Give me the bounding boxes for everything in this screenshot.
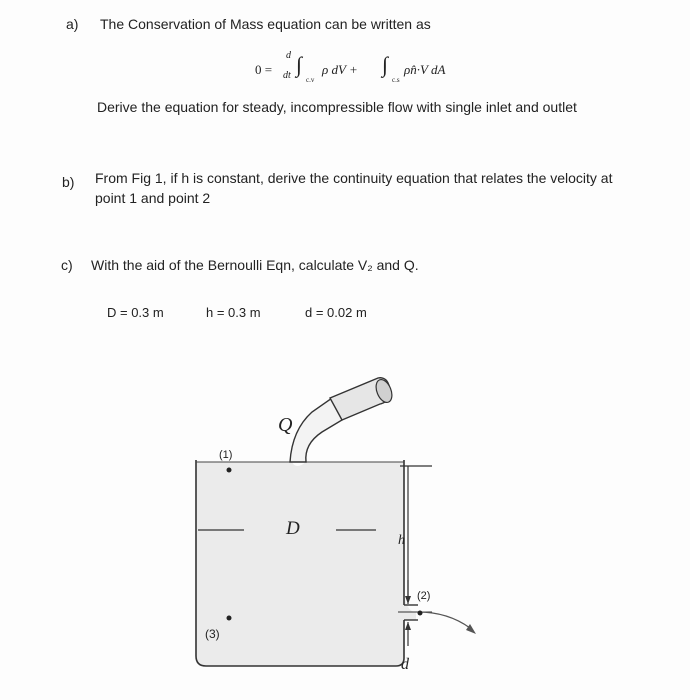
eq-int1-sub: c.v <box>306 76 315 84</box>
integral-sign-2: ∫ <box>382 52 389 77</box>
label-h: h <box>398 533 405 548</box>
point-2-dot <box>418 611 423 616</box>
integral-sign-1: ∫ <box>296 52 303 77</box>
siphon-pipe <box>290 398 342 462</box>
eq-int2-sub: c.s <box>392 76 400 84</box>
eq-term1: ρ dV + <box>322 62 358 77</box>
outlet-jet <box>418 612 470 628</box>
label-Q: Q <box>278 414 293 436</box>
value-d: d = 0.02 m <box>305 305 367 320</box>
value-D: D = 0.3 m <box>107 305 164 320</box>
eq-d-num: d <box>286 50 291 61</box>
part-c-text: With the aid of the Bernoulli Eqn, calculate V₂ and Q. <box>91 257 419 273</box>
part-c-label: c) <box>61 257 73 273</box>
water-fill <box>196 462 416 666</box>
eq-d-den: dt <box>283 70 291 81</box>
point-1-dot <box>227 468 232 473</box>
eq-term2: ρn̂·V dA <box>404 62 446 77</box>
part-a-text: The Conservation of Mass equation can be written as <box>100 16 431 32</box>
label-D: D <box>286 518 300 539</box>
label-point-1: (1) <box>219 449 233 461</box>
label-point-2: (2) <box>417 590 431 602</box>
eq-lhs: 0 = <box>255 62 273 77</box>
part-a-label: a) <box>66 16 79 32</box>
label-point-3: (3) <box>205 627 220 641</box>
part-b-line1: From Fig 1, if h is constant, derive the continuity equation that relates the velocity at <box>95 170 613 186</box>
point-3-dot <box>227 616 232 621</box>
value-h: h = 0.3 m <box>206 305 261 320</box>
part-b-label: b) <box>62 174 75 190</box>
part-b-line2: point 1 and point 2 <box>95 190 211 206</box>
part-a-instruction: Derive the equation for steady, incompressible flow with single inlet and outlet <box>97 99 577 115</box>
label-d: d <box>401 656 409 673</box>
